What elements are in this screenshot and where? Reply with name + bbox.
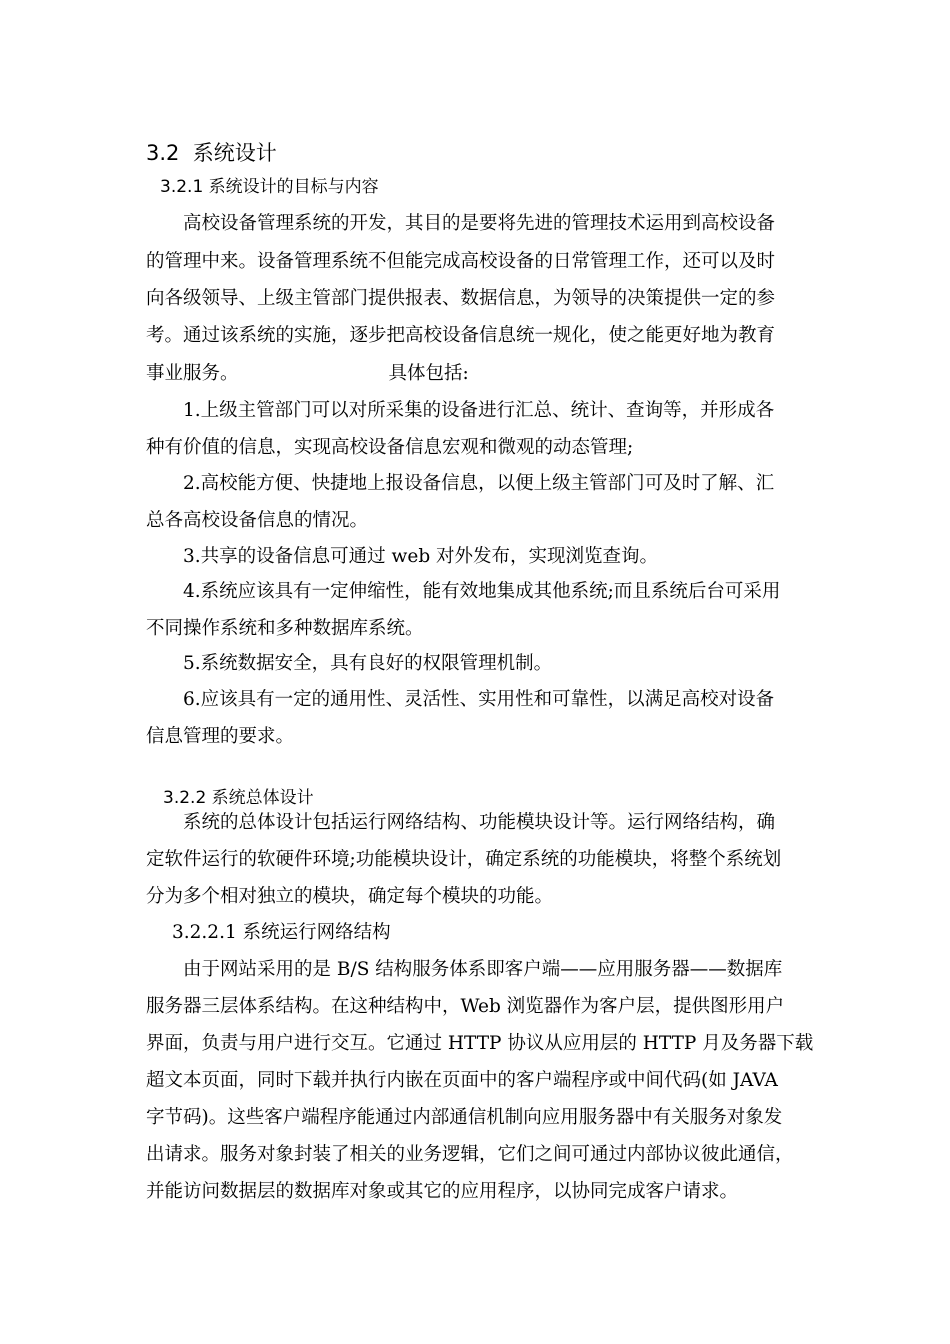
section-title: 系统设计 <box>192 141 277 165</box>
paragraph-line <box>146 362 469 386</box>
paragraph-line: 服务器三层体系结构。在这种结构中，Web 浏览器作为客户层，提供图形用户 <box>146 996 785 1017</box>
list-item-6-line: 信息管理的要求。 <box>146 726 295 747</box>
paragraph-line: 系统的总体设计包括运行网络结构、功能模块设计等。运行网络结构，确 <box>183 812 776 833</box>
paragraph-line: 向各级领导、上级主管部门提供报表、数据信息，为领导的决策提供一定的参 <box>146 288 776 309</box>
paragraph-line: 的管理中来。设备管理系统不但能完成高校设备的日常管理工作，还可以及时 <box>146 251 776 272</box>
subsection-heading-3-2-1: 3.2.1 系统设计的目标与内容 <box>160 177 379 197</box>
list-item-5-line: 5.系统数据安全，具有良好的权限管理机制。 <box>183 653 553 674</box>
paragraph-tail-text: 具体包括: <box>388 363 469 384</box>
list-item-6-line: 6.应该具有一定的通用性、灵活性、实用性和可靠性，以满足高校对设备 <box>183 689 775 710</box>
list-item-2-line: 2.高校能方便、快捷地上报设备信息，以便上级主管部门可及时了解、汇 <box>183 473 775 494</box>
list-item-4-line: 不同操作系统和多种数据库系统。 <box>146 618 424 639</box>
subsubsection-heading-3-2-2-1: 3.2.2.1 系统运行网络结构 <box>172 922 391 943</box>
paragraph-line: 分为多个相对独立的模块，确定每个模块的功能。 <box>146 886 554 907</box>
list-item-4-line: 4.系统应该具有一定伸缩性，能有效地集成其他系统;而且系统后台可采用 <box>183 581 781 602</box>
paragraph-line: 字节码)。这些客户端程序能通过内部通信机制向应用服务器中有关服务对象发 <box>146 1107 783 1128</box>
paragraph-line: 并能访问数据层的数据库对象或其它的应用程序，以协同完成客户请求。 <box>146 1181 739 1202</box>
paragraph-line: 由于网站采用的是 B/S 结构服务体系即客户端——应用服务器——数据库 <box>183 959 783 980</box>
paragraph-line-text: 事业服务。 <box>146 363 239 384</box>
subsection-heading-3-2-2: 3.2.2 系统总体设计 <box>163 788 314 808</box>
section-number: 3.2 <box>146 141 180 165</box>
list-item-3-line: 3.共享的设备信息可通过 web 对外发布，实现浏览查询。 <box>183 546 659 567</box>
paragraph-line: 超文本页面，同时下载并执行内嵌在页面中的客户端程序或中间代码(如 JAVA <box>146 1070 778 1091</box>
paragraph-line: 考。通过该系统的实施，逐步把高校设备信息统一规化，使之能更好地为教育 <box>146 325 776 346</box>
list-item-1-line: 1.上级主管部门可以对所采集的设备进行汇总、统计、查询等，并形成各 <box>183 400 775 421</box>
paragraph-line: 界面，负责与用户进行交互。它通过 HTTP 协议从应用层的 HTTP 月及务器下载 <box>146 1033 814 1054</box>
paragraph-line: 定软件运行的软硬件环境;功能模块设计，确定系统的功能模块，将整个系统划 <box>146 849 782 870</box>
section-heading <box>146 139 277 167</box>
paragraph-line: 高校设备管理系统的开发，其目的是要将先进的管理技术运用到高校设备 <box>183 213 776 234</box>
list-item-1-line: 种有价值的信息，实现高校设备信息宏观和微观的动态管理; <box>146 437 634 458</box>
paragraph-line: 出请求。服务对象封装了相关的业务逻辑，它们之间可通过内部协议彼此通信， <box>146 1144 794 1165</box>
list-item-2-line: 总各高校设备信息的情况。 <box>146 510 369 531</box>
